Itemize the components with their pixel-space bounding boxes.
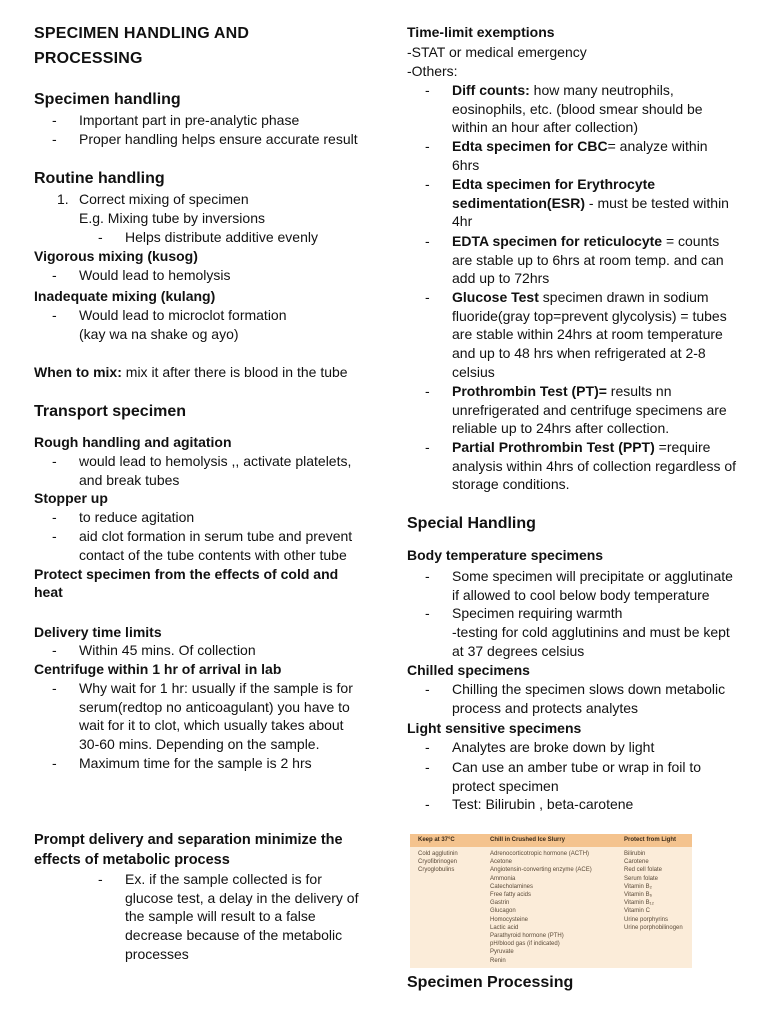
list-number: 1. xyxy=(57,191,69,207)
list-item: - Test: Bilirubin , beta-carotene xyxy=(452,795,633,814)
example-text: E.g. Mixing tube by inversions xyxy=(79,210,265,226)
table-cell: Ammonia xyxy=(490,875,516,882)
list-item xyxy=(452,175,737,231)
list-item: - Why wait for 1 hr: usually if the sample is for serum(redtop no anticoagulant) you have to wait for it to clot, which usually takes about 30-60 mins. Depending on the sample. xyxy=(79,679,364,754)
specimen-handling-heading: Specimen handling xyxy=(34,91,181,108)
table-cell: Acetone xyxy=(490,859,513,866)
list-item: - Some specimen will precipitate or agglutinate if allowed to cool below body temperature xyxy=(452,567,742,604)
item-label: Diff counts: xyxy=(452,82,530,98)
table-cell: Lactic acid xyxy=(490,924,519,931)
list-item: - would lead to hemolysis ,, activate platelets, and break tubes xyxy=(79,452,369,489)
specimen-processing-heading: Specimen Processing xyxy=(407,974,574,991)
table-cell: Urine porphyrins xyxy=(624,916,669,923)
item-label: Prothrombin Test (PT)= xyxy=(452,383,607,399)
exemption-stat: -STAT or medical emergency xyxy=(407,44,587,60)
list-item: - Important part in pre-analytic phase xyxy=(79,111,299,130)
list-item xyxy=(452,81,737,137)
table-cell: Parathyroid hormone (PTH) xyxy=(490,933,564,939)
delivery-time-heading: Delivery time limits xyxy=(34,624,162,640)
list-item: - to reduce agitation xyxy=(79,508,194,527)
table-cell: Cold agglutinin xyxy=(418,851,458,857)
table-cell: Bilirubin xyxy=(624,851,646,857)
table-cell: Carotene xyxy=(624,859,649,866)
vigorous-mixing-heading: Vigorous mixing (kusog) xyxy=(34,248,198,264)
list-item: Correct mixing of specimen xyxy=(79,191,249,207)
chilled-specimens-heading: Chilled specimens xyxy=(407,662,530,678)
list-item: - Proper handling helps ensure accurate result xyxy=(79,130,358,149)
inadequate-mixing-heading: Inadequate mixing (kulang) xyxy=(34,288,216,304)
list-item xyxy=(452,232,737,288)
table-cell: Glucagon xyxy=(490,908,516,915)
rough-handling-heading: Rough handling and agitation xyxy=(34,434,232,450)
list-item: - aid clot formation in serum tube and prevent contact of the tube contents with other tube xyxy=(79,527,369,564)
table-cell: Cryofibrinogen xyxy=(418,859,458,866)
list-item: - Chilling the specimen slows down metabolic process and protects analytes xyxy=(452,680,742,717)
table-cell: Angiotensin-converting enzyme (ACE) xyxy=(490,867,592,874)
list-item: - Can use an amber tube or wrap in foil to protect specimen xyxy=(452,758,722,795)
table-header-cell: Protect from Light xyxy=(624,837,676,843)
special-handling-table xyxy=(410,834,692,968)
exemption-others: -Others: xyxy=(407,63,458,79)
list-item xyxy=(452,438,742,494)
item-label: Glucose Test xyxy=(452,289,539,305)
sub-list-item: - Helps distribute additive evenly xyxy=(125,228,318,247)
light-sensitive-heading: Light sensitive specimens xyxy=(407,720,582,736)
table-cell: Catecholamines xyxy=(490,883,534,890)
stopper-up-heading: Stopper up xyxy=(34,490,108,506)
table-cell: pH/blood gas (if indicated) xyxy=(490,941,560,948)
item-text: = counts are stable up to 6hrs at room temp. and can add up to 72hrs xyxy=(452,233,724,287)
exemptions-heading: Time-limit exemptions xyxy=(407,24,555,40)
page-title: SPECIMEN HANDLING AND PROCESSING xyxy=(34,25,250,67)
table-header-cell: Chill in Crushed Ice Slurry xyxy=(490,837,566,843)
special-handling-heading: Special Handling xyxy=(407,515,536,532)
body-temperature-heading: Body temperature specimens xyxy=(407,547,604,563)
table-cell: Gastrin xyxy=(490,900,510,907)
table-cell: Cryoglobulins xyxy=(418,867,455,874)
list-item: - Maximum time for the sample is 2 hrs xyxy=(79,754,312,773)
table-header-cell: Keep at 37°C xyxy=(418,837,455,843)
table-cell: Vitamin B₂ xyxy=(624,883,652,890)
table-cell: Homocysteine xyxy=(490,916,529,923)
list-item xyxy=(452,137,737,174)
table-cell: Vitamin C xyxy=(624,908,650,915)
when-to-mix-text: mix it after there is blood in the tube xyxy=(121,364,348,380)
table-cell: Serum folate xyxy=(624,875,659,882)
table-cell: Free fatty acids xyxy=(490,892,532,898)
list-item: - Analytes are broke down by light xyxy=(452,738,654,757)
table-cell: Urine porphobilinogen xyxy=(624,924,683,931)
routine-handling-heading: Routine handling xyxy=(34,170,165,187)
list-item xyxy=(452,382,737,438)
protect-specimen-heading: Protect specimen from the effects of cold and heat xyxy=(34,566,339,600)
item-text: results nn unrefrigerated and centrifuge specimens are reliable up to 24hrs after collection. xyxy=(452,383,727,437)
when-to-mix-label: When to mix: xyxy=(34,364,122,380)
table-cell: Pyruvate xyxy=(490,949,514,956)
table-cell: Red cell folate xyxy=(624,867,663,874)
centrifuge-heading: Centrifuge within 1 hr of arrival in lab xyxy=(34,661,282,677)
table-cell: Adrenocorticotropic hormone (ACTH) xyxy=(490,851,590,857)
list-item: - Within 45 mins. Of collection xyxy=(79,641,256,660)
item-label: EDTA specimen for reticulocyte xyxy=(452,233,663,249)
table-cell: Vitamin B₁₂ xyxy=(624,900,654,907)
item-text: - must be tested within 4hr xyxy=(452,194,729,230)
item-text: = analyze within 6hrs xyxy=(452,138,708,173)
prompt-delivery-heading: Prompt delivery and separation minimize the effects of metabolic process xyxy=(34,832,343,868)
table-cell: Vitamin B₆ xyxy=(624,892,652,898)
when-to-mix xyxy=(34,363,348,382)
list-item-continued: (kay wa na shake og ayo) xyxy=(79,326,239,342)
item-label: Edta specimen for CBC xyxy=(452,138,608,154)
item-text: how many neutrophils, eosinophils, etc. (blood smear should be within an hour after collection) xyxy=(452,82,703,136)
item-text: specimen drawn in sodium fluoride(gray top=prevent glycolysis) = tubes are stable within 24hrs at room temperature and up to 48 hrs when refrigerated at 2-8 celsius xyxy=(452,289,727,380)
list-item: - Specimen requiring warmth xyxy=(452,604,622,623)
list-item: - Would lead to microclot formation xyxy=(79,306,287,325)
list-item-note: -testing for cold agglutinins and must be kept at 37 degrees celsius xyxy=(452,624,730,659)
item-label: Partial Prothrombin Test (PPT) xyxy=(452,439,655,455)
list-item: - Would lead to hemolysis xyxy=(79,266,230,285)
item-text: =require analysis within 4hrs of collection regardless of storage conditions. xyxy=(452,439,737,493)
list-item: - Ex. if the sample collected is for glucose test, a delay in the delivery of the sample will result to a false decrease because of the metabolic processes xyxy=(125,870,365,964)
item-label: Edta specimen for Erythrocyte sedimentation(ESR) xyxy=(452,176,656,211)
transport-specimen-heading: Transport specimen xyxy=(34,403,187,420)
list-item xyxy=(452,288,737,382)
table-cell: Renin xyxy=(490,957,506,964)
